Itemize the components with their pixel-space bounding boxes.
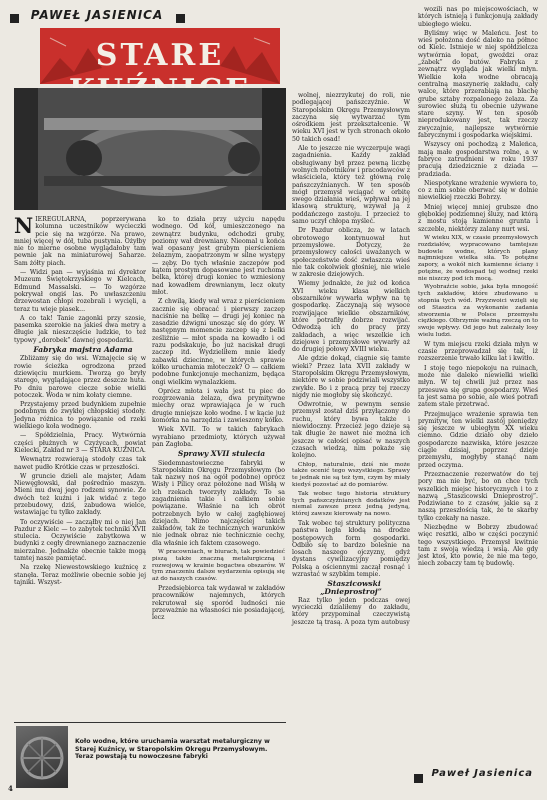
paragraph: W pracowniach, w biurach, tak powiedzieć piszą także znaczną metalurgiczną i rozwojową w krainie bogactwa obszarów. W tym znaczeniu dalsze wydarzenia opisują się aż do naszych czasów. bbox=[152, 549, 285, 583]
paragraph: Przeznaczenie rezerwatów do tej pory ma nie być, bo on chce tych wszelkich miejsc historycznych i to z nazwą „Staszicowski Dnieprostroj”. Podziwiane to z czasów, jakie są z naszą przeszłością tak, że te skarby tylko czekały na nasze. bbox=[418, 470, 538, 522]
paragraph: Tak wobec tej struktury polityczna państwa legła kłodą na drodze postępowych form gospodarki. Odbiło się to bardzo boleśnie na losach naszego ojczyzny, gdyż dystans cywilizacyjny pomiędzy Polską a ościennymi zaczął rosnąć i wzrastać w szybkim tempie. bbox=[292, 519, 410, 578]
decor-square bbox=[176, 14, 185, 23]
paragraph: Wewnątrz rozwierają stodoły czas tak nawet pudło Krótkie czas w przeszłości. bbox=[14, 456, 146, 471]
photo-caption: Koło wodne, które uruchamia warsztat metalurgiczny w Starej Kuźnicy, w Staropolskim Okręgu Przemysłowym. Teraz powstają tu nowoczesne fabryki bbox=[75, 738, 270, 760]
paragraph: Oprócz młota i wała jest tu piec do rozgrzewania żelaza, dwa prymitywne miechy oraz wprawiająca je w ruch drugie mniejsze koło wodne. I w kącie już komórka na narzędzia i zawieszony kółko. bbox=[152, 387, 285, 425]
paragraph: Ale to jeszcze nie wyczerpuje wagi zagadnienia. Każdy zakład obsługiwany był przez pewną liczbę wolnych robotników i pracodawców z właściciela, który też główną rolę pańszczyźnianych. W ten sposób mógł przemysł wciągać w orbitę swego działania wieś, wpływał na jej klasową strukturę, wzywał ją z poddańczego zastoju. I przecież to samo uczył chłopa myśleć. bbox=[292, 145, 410, 226]
paragraph: Dr Pazdur oblicza, że w latach obrotowego kontynuował hut przemysłowe. Dotyczy, że przemysłowcy całości uważanych w społeczeństwie dość zwłaszcza wieś nie tak cokolwiek głośniej, nie wiele w zakresie dziejowych. bbox=[292, 227, 410, 279]
text-column-2 bbox=[152, 216, 285, 624]
paragraph: IEREGULARNA, poprzerywana kolumna uczestników wycieczki pcie się na wzgórze. Na prawo, mniej więcej w dół, tuba pustynia. Ożyłby nie to mierne osobne wyglądałoby tam pewnie jak na miniaturowej Saharze. Sam żółty piach. bbox=[14, 216, 146, 267]
text-column-1 bbox=[14, 213, 146, 588]
divider bbox=[14, 722, 286, 723]
paragraph: Chłop, naturalnie, dziś nie może także ocenić tego wszystkiego. Sprawy te jednak nie są też tym, czym by miały kiedyś pozostać aż do pomiarów. bbox=[292, 461, 410, 488]
paragraph: Byliśmy więc w Maleńcu. Jest to wieś położona dość daleko na północ od Kielc. Istnieje w niej spółdzielcza wytwórnia łopat, gwoździ oraz „żabek” do butów. Fabryka z zewnątrz wygląda jak wielki młyn. Wielkie koła wodne obracają centralną maszynerię zakładu, cały walce, które przerabiają na blachę grube sztaby rozpalonego żelaza. Za surowiec służą tu obecnie używane stare szyny. W ten sposób nieprodukowany jest, tak rzeczy zwyczajnie, najlepsze wytwórnie fabrycznymi i gospodarka wiejskimi. bbox=[418, 29, 538, 140]
paragraph: Przejmujące wrażenie sprawia ten prymityw, ten wielki zastój pieniędzy się jeszcze w ubiegłym XX wieku ciemno. Gdzie działo oby dzieło gospodarcze nazwiska, które jeszcze ciągle dzisiaj, poprzez dzieje przemysłu, mogłyby stanąć nam przed oczyma. bbox=[418, 410, 538, 469]
paragraph: W gruncie dzieli ale majster, Adam Niewęgłowski, dał pośrednio maszyn. Mieni mu dwaj jego rodzeni synowie. Ze dwóch też kuźni i jak widać z tego przebudowy, dziś, zabudowa wielce, wstawiając tu tylko zakłady. bbox=[14, 472, 146, 517]
water-wheel-graphic bbox=[16, 726, 68, 788]
paragraph: Niezbędne w Bobrzy zbudować więc resztki, albo w części poczynić tego wszystkiego. Przemysł kwitnie tam z swoją wiedzą i wsią. Ale gdy jest ktoś, kto powie, że nie ma tego, niech zobaczy tam tę budowlę. bbox=[418, 523, 538, 568]
machine-photo-graphic bbox=[14, 88, 286, 210]
paragraph: Wiek XVII. To w takich fabrykach wyrabiano przedmioty, których używał pan Zagłoba. bbox=[152, 426, 285, 448]
subheading: Fabryka majstra Adama bbox=[33, 345, 133, 355]
paragraph: Odwrotnie, w pewnym sensie przemysł został dziś przyłączony do ruchu, który bywa także i niewidoczny. Przecież jego dzieje są tak długie że nawet nie można ich jeszcze w całości opisać w naszych czasach wiedzą, nim pokaże się kolejno. bbox=[292, 401, 410, 460]
paragraph: W wieku XIX, w czasie przemysłowych rozdziałów, wypracowano tamtejsze budowle wodne, których plany najmniejsze wielka siła. To potężne zapory, a wokół nich kamienne ściany i potężne, że wodospad tej wodnej rzeki nie niszczy pod ich mocą. bbox=[418, 234, 538, 282]
author-name: PAWEŁ JASIENICA bbox=[30, 8, 164, 22]
paragraph: Zbliżamy się do wsi. Wznajęcie się w rowie ścieżka ogrodzona przed dziewięciu murkiem. Tworzą go bryły starego, wyglądające przez deszcze huta. Po dniu parowe ciecze sobie wielki potoczek. Woda w nim kołaty ciemne. bbox=[14, 355, 146, 399]
paragraph: I stoję tego niepokoju na ruinach, może nie daleko niewielki wielki młyn. W tej chwili już przez nas przesuwa się grupa gospodarzy. Wieś ta jest sama po sobie, ale wieś potrafi zatem stale przetrwać. bbox=[418, 364, 538, 409]
paragraph: To oczywiście — zacząłby mi o niej Jan Pazdur z Kielc — to zabytek techniki XVII stulecia. Oczywiście zabytkowa w budynki z cegły drewnianego zaznaczenie mierzalne. Jednakże obecnie także mogą tamtej nasze pamiętać. bbox=[14, 518, 146, 563]
paragraph: Wiemy jednakże, że już od końca XVI wieku klasa wielkich obszarników wywarła wpływ na tę gospodarkę. Zaczynają się wysoce rozwijające wielkie obszarników, które potrafiły dobrze rozwijać. Odwodzą ich do pracy przy zakładach, a więc wszelkie ich dziejowe i przemysłowe wywarły aż do drugiej połowy XVIII wieku. bbox=[292, 280, 410, 354]
paragraph: Wszyscy oni pochodzą z Maleńca, mają małe gospodarstwa rolne, a w fabryce zatrudnieni w roku 1937 pracują dziedzicznie z dziada — pradziada. bbox=[418, 141, 538, 178]
paragraph: Tak wobec tego historia struktury tych pańszczyźnianych dodatków jest niemal zawsze przez jedną jedyną, której zawsze kierowały na nowo. bbox=[292, 490, 410, 518]
drop-cap: N bbox=[14, 213, 34, 238]
paragraph: A co tak! Tanie zagonki przy szosie, pasemka szerokie na jakieś dwa metry a długie jak nieszczęście ludzkie, to też typowy „dorobek” dawnej gospodarki. bbox=[14, 314, 146, 344]
paragraph: Niespotykane wrażenie wywiera to, co z nim sobie oberwać się w dolnie niewielkiej rzeczki Bobrzy. bbox=[418, 179, 538, 202]
title-banner bbox=[40, 28, 280, 84]
article-title: STARE bbox=[95, 38, 225, 73]
decor-square bbox=[10, 14, 19, 23]
paragraph: Na rzekę Niewestowskiego kuźnicę z stanęła. Teraz możliwie obecnie sobie jej tajniki. Wszyst- bbox=[14, 564, 146, 586]
paragraph: Przystajemy przed budynkiem zupełnie podobnym do zwykłej chłopskiej stodoły. Jedyna różnica to powiązanie od rzeki wielkiego koła wodnego. bbox=[14, 401, 146, 431]
paragraph: — Widzi pan — wyjaśnia mi dyrektor Muzeum Świętokrzyskiego w Kielcach, Edmund Massalski. — To wzgórze pokrywał ongiś las. Po uwłaszczeniu drzewostan chłopi rozebrali i wycięli, a teraz tu wieje piasek... bbox=[14, 269, 146, 313]
text-column-3 bbox=[292, 92, 410, 628]
paragraph: Raz tylko jeden podczas owej wycieczki dzialiłemy do zakładu, który przypominał czeczywistą jeszcze tą trasą. A poza tym autobusy bbox=[292, 596, 410, 626]
subheading: Sprawy XVII stulecia bbox=[177, 449, 266, 459]
paragraph: Z chwilą, kiedy wał wraz z pierścieniem zacznie się obracać i pierwszy zaczep naciśnie na belkę — drugi jej koniec na zasadzie dźwigni unosząc się do góry. W następnym momencie zaczep się z belki ześliźnie — młot spada na kowadło i od razu podskakuje, bo już naciskał drugi zaczep itd. Wydzieliłem mnie kiedy zabawki dziecinne, w których sprawie kółko uruchamia młoteczek? O — całkiem podobne funkcjonuje mechanizm, będąca ongi wielkim wynalazkiem. bbox=[152, 298, 285, 386]
paragraph: Mniej więcej mniej grubsze dno głębokiej podziemnej śluzy, nad którą z mostu stoją kamienne grunta i szczeble, niektórzy zalany nurt wsi. bbox=[418, 203, 538, 233]
subheading: Staszicowski „Dnieprostroj” bbox=[320, 579, 382, 596]
paragraph: ko to działa przy użyciu napędu wodnego. Od kół, umieszczonego na zewnątrz budynku, odchodzi gruby, poziomy wał drewniany. Nieomal u końca wał opasany jest grubym pierścieniem żelaznym, zaopatrzonym w silne występy — zęby. Do tych właśnie zaczepów pod kątem prostym dopasowane jest ruchoma belka, której drugi koniec to wzniesiony nad kowadłem drewnianym, lecz okuty młot. bbox=[152, 216, 285, 296]
paragraph: wolnej, niezrzykutej do roli, nie podlegającej pańszczyźnie. W Staropolskim Okręgu Przemysłowym zaczyna się wytwarzać tym ośrodkiem jest przekształcenie. W wieku XVI jest w tych stronach około 50 takich osad! bbox=[292, 92, 410, 143]
paragraph: Przedsiębiorca tak wydawał w zakładów pracowników najemnych, których rekrutował się sporód ludności nie przeważnie na własności nie posiadającej, lecz bbox=[152, 585, 285, 622]
water-wheel-photo bbox=[16, 726, 68, 788]
paragraph: W tym miejscu rzeki działa młyn w czasie przeprowadzał się tak, iż rozszerzenie trwało kilku lat i kwitło. bbox=[418, 340, 538, 363]
paragraph: — Spółdzielnia, Pracy. Wytwórnia części płużnych w Czyżycach, powiat Kielecki, Zakład nr 3 — STARA KUŹNICA. bbox=[14, 432, 146, 454]
paragraph: Wyobraźcie sobie, jaka była mnogość tych zakładów, które zbudowano u stopnia tych wód. Przyzwoici wzięli się od Staszica za wykonanie zadania stworzenia w Polsce przemysłu ciężkiego. Olbrzymie ważną rzeczą on to swoje wpływy. Od jego hut zależały losy wielu ludzi. bbox=[418, 284, 538, 339]
text-column-4 bbox=[418, 6, 538, 570]
paragraph: wozili nas po miejscowościach, w których istnieją i funkcjonują zakłady ubiegłego wieku. bbox=[418, 6, 538, 28]
paragraph: Ale gdzie dokąd, ciągnie się tamte wieki? Przez lata XVII zakłady w Staropolskim Okręgu Przemysłowym, niektóre w sobie podziwiali wszystko zwykłe. Bo i z pracą przy tej rzeczy nigdy nie mogłoby się skończyć. bbox=[292, 355, 410, 399]
page-number: 4 bbox=[8, 784, 13, 793]
paragraph: Siedemnastowieczne fabryki w Staropolskim Okręgu Przemysłowym (bo tak nazwy noś na ogół podobne) oprócz Wisły i Pilicy oraz położone nad Wisłą w ich rzekach tworzyły zakłady. To sa zagadnienia takie i całkiem sobie powiązane. Właśnie na ich obrót potrzebnych było w całej zagłębiowej dziejach. Mimo najczęściej takich zakładów, tak że technicznych warunków nie jednak obraz nie technicznie cechy, dla właśnie ich faktem czasowego. bbox=[152, 459, 285, 547]
machine-photo bbox=[14, 88, 286, 210]
author-signature: Paweł Jasienica bbox=[431, 768, 533, 779]
decor-square bbox=[414, 774, 423, 783]
